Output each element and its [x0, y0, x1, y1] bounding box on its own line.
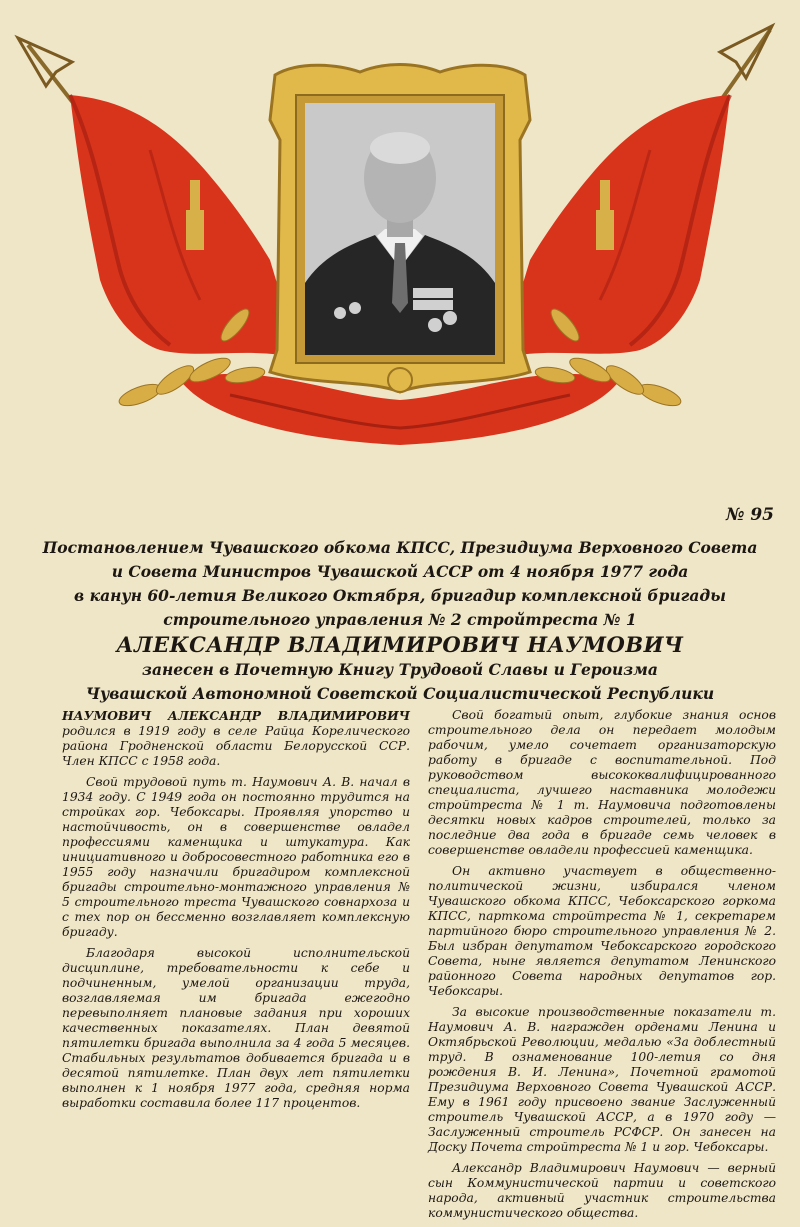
bio-paragraph-3: Благодаря высокой исполнительской дисциплине, требовательности к себе и подчиненным, умелой организации труда, возглавляемая им бригада ежегодно перевыполняет плановые задания при хороших качественных показателях. План девятой пятилетки бригада выполнила за 4 года 5 месяцев. Стабильных результатов добивается бригада и в десятой пятилетке. План двух лет пятилетки выполнен к 1 ноября 1977 года, средняя норма выработки составила более 117 процентов. — [62, 946, 410, 1110]
biography-right-column — [428, 708, 776, 1227]
bio-paragraph-4: Свой богатый опыт, глубокие знания основ строительного дела он передает молодым рабочим, умело сочетает организаторскую работу в бригаде с воспитательной. Под руководством высококвалифицированного специалиста, лучшего наставника молодежи стройтреста № 1 т. Наумовича подготовлены десятки новых кадров строителей, только за последние два года в бригаде семь человек в совершенстве овладели профессией каменщика. — [428, 708, 776, 857]
bio-lead-name: НАУМОВИЧ АЛЕКСАНДР ВЛАДИМИРОВИЧ — [62, 708, 410, 723]
bio-paragraph-7: Александр Владимирович Наумович — верный сын Коммунистической партии и советского народа, активный участник строительства коммунистического общества. — [428, 1161, 776, 1220]
right-spearhead-icon — [720, 26, 772, 78]
bio-paragraph-1: НАУМОВИЧ АЛЕКСАНДР ВЛАДИМИРОВИЧ родился в 1919 году в селе Райца Корелического района Гродненской области Белорусской ССР. Член КПСС с 1958 года. — [62, 708, 410, 768]
left-red-flag — [70, 95, 300, 360]
heading-line-4: строительного управления № 2 стройтреста № 1 — [163, 610, 637, 629]
portrait-photo — [305, 103, 495, 355]
record-number: № 95 — [725, 505, 774, 525]
bio-paragraph-2: Свой трудовой путь т. Наумович А. В. начал в 1934 году. С 1949 года он постоянно трудится на стройках гор. Чебоксары. Проявляя упорство и настойчивость, он в совершенстве овладел профессиями каменщика и штукатура. Как инициативного и добросовестного работника его в 1955 году назначили бригадиром комплексной бригады строительно-монтажного управления № 5 строительного треста Чувашского совнархоза и с тех пор он бессменно возглавляет комплексную бригаду. — [62, 775, 410, 939]
heading-line-2: и Совета Министров Чувашской АССР от 4 ноября 1977 года — [111, 562, 689, 581]
left-spearhead-icon — [18, 38, 72, 86]
bio-paragraph-5: Он активно участвует в общественно-политической жизни, избирался членом Чувашского обкома КПСС, Чебоксарского горкома КПСС, парткома стройтреста № 1, секретарем партийного бюро строительного управления № 2. Был избран депутатом Чебоксарского городского Совета, ныне является депутатом Ленинского районного Совета народных депутатов гор. Чебоксары. — [428, 864, 776, 998]
bio-paragraph-6: За высокие производственные показатели т. Наумович А. В. награжден орденами Ленина и Октябрьской Революции, медалью «За доблестный труд. В ознаменование 100-летия со дня рождения В. И. Ленина», Почетной грамотой Президиума Верховного Совета Чувашской АССР. Ему в 1961 году присвоено звание Заслуженный строитель Чувашской АССР, а в 1970 году — Заслуженный строитель РСФСР. Он занесен на Доску Почета стройтреста № 1 и гор. Чебоксары. — [428, 1005, 776, 1154]
right-red-flag — [500, 95, 730, 360]
heading-line-3: в канун 60-летия Великого Октября, бригадир комплексной бригады — [74, 586, 726, 605]
biography-left-column — [62, 708, 410, 1117]
honoree-name: АЛЕКСАНДР ВЛАДИМИРОВИЧ НАУМОВИЧ — [116, 632, 684, 657]
entered-line: занесен в Почетную Книгу Трудовой Славы и Героизма — [142, 660, 658, 679]
heading-line-1: Постановлением Чувашского обкома КПСС, Президиума Верховного Совета — [42, 538, 758, 557]
republic-line: Чувашской Автономной Советской Социалистической Республики — [85, 684, 715, 703]
frame-rosette-icon — [388, 368, 412, 392]
